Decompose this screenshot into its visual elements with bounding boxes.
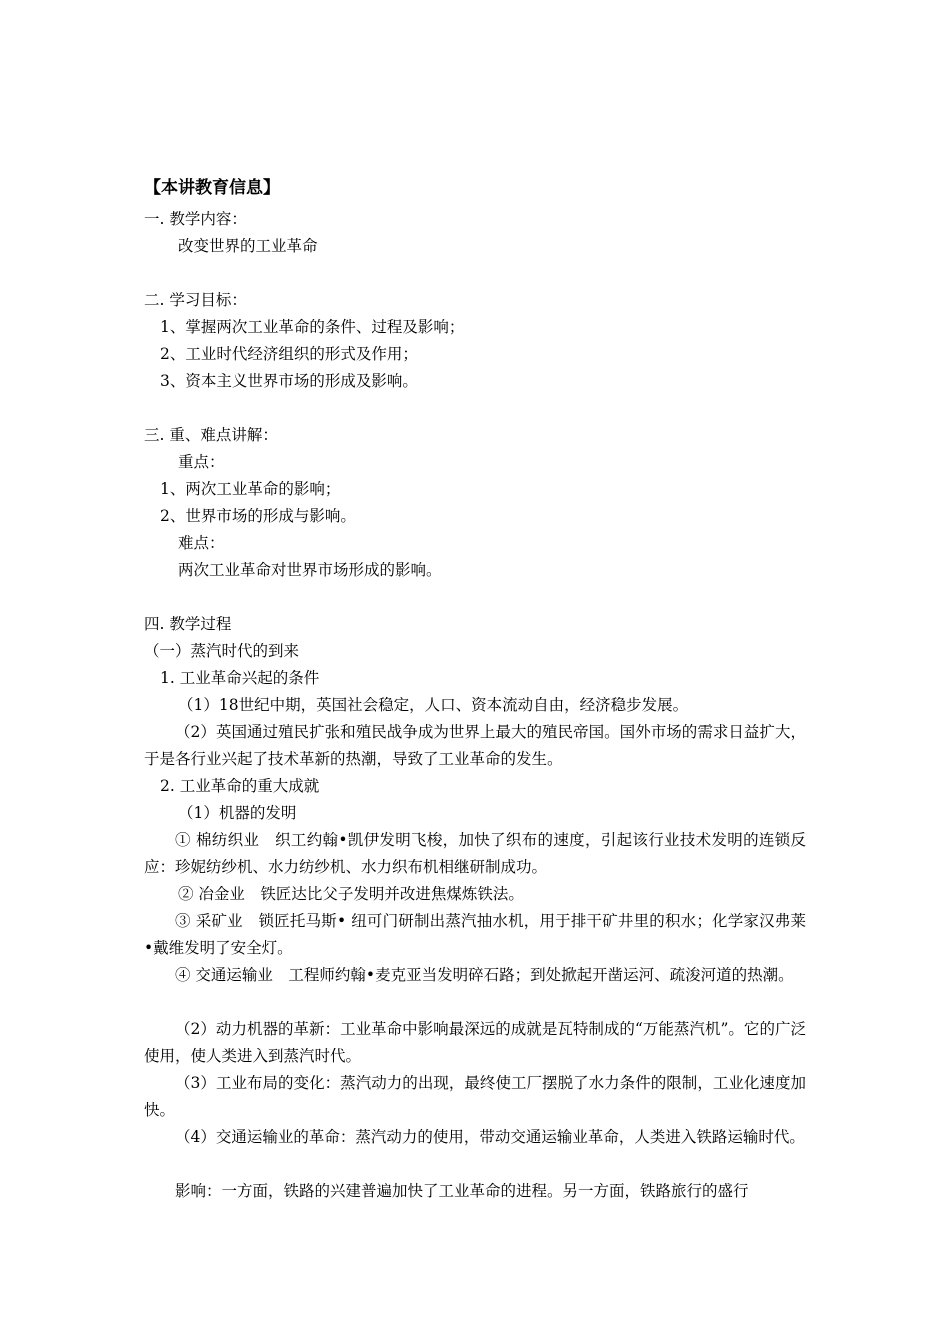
transport-revolution-paragraph: （4）交通运输业的革命：蒸汽动力的使用，带动交通运输业革命，人类进入铁路运输时代。 xyxy=(175,1128,805,1146)
key-point-item: 2、世界市场的形成与影响。 xyxy=(160,507,356,525)
difficulty-text: 两次工业革命对世界市场形成的影响。 xyxy=(178,561,442,579)
difficulty-label: 难点： xyxy=(178,534,225,552)
invention-paragraph: ③ 采矿业 锁匠托马斯• 纽可门研制出蒸汽抽水机，用于排干矿井里的积水；化学家汉弗莱•戴维发明了安全灯。 xyxy=(144,912,806,957)
industrial-layout-paragraph: （3）工业布局的变化：蒸汽动力的出现，最终使工厂摆脱了水力条件的限制，工业化速度加快。 xyxy=(144,1074,806,1119)
section-1-heading: 一. 教学内容： xyxy=(144,210,247,228)
section-1-content: 改变世界的工业革命 xyxy=(178,237,318,255)
point-1-title: 1. 工业革命兴起的条件 xyxy=(160,669,320,687)
document-title: 【本讲教育信息】 xyxy=(144,178,280,198)
objective-item: 3、资本主义世界市场的形成及影响。 xyxy=(160,372,418,390)
key-point-item: 1、两次工业革命的影响； xyxy=(160,480,341,498)
section-3-heading: 三. 重、难点讲解： xyxy=(144,426,278,444)
subsection-heading: （一）蒸汽时代的到来 xyxy=(144,642,300,660)
section-4-heading: 四. 教学过程 xyxy=(144,615,232,633)
point-1-paragraph: （2）英国通过殖民扩张和殖民战争成为世界上最大的殖民帝国。国外市场的需求日益扩大，于是各行业兴起了技术革新的热潮，导致了工业革命的发生。 xyxy=(144,723,806,768)
objective-item: 1、掌握两次工业革命的条件、过程及影响； xyxy=(160,318,465,336)
point-2-subheading: （1）机器的发明 xyxy=(178,804,297,822)
section-2-heading: 二. 学习目标： xyxy=(144,291,247,309)
objective-item: 2、工业时代经济组织的形式及作用； xyxy=(160,345,418,363)
invention-paragraph: ④ 交通运输业 工程师约翰•麦克亚当发明碎石路；到处掀起开凿运河、疏浚河道的热潮。 xyxy=(175,966,794,984)
impact-paragraph: 影响：一方面，铁路的兴建普遍加快了工业革命的进程。另一方面，铁路旅行的盛行 xyxy=(175,1182,749,1200)
invention-paragraph: ① 棉纺织业 织工约翰•凯伊发明飞梭，加快了织布的速度，引起该行业技术发明的连锁反应：珍妮纺纱机、水力纺纱机、水力织布机相继研制成功。 xyxy=(144,831,806,876)
key-points-label: 重点： xyxy=(178,453,225,471)
invention-paragraph: ② 冶金业 铁匠达比父子发明并改进焦煤炼铁法。 xyxy=(178,885,524,903)
point-2-title: 2. 工业革命的重大成就 xyxy=(160,777,320,795)
power-machine-paragraph: （2）动力机器的革新：工业革命中影响最深远的成就是瓦特制成的“万能蒸汽机”。它的广泛使用，使人类进入到蒸汽时代。 xyxy=(144,1020,806,1065)
point-1-paragraph: （1）18世纪中期，英国社会稳定，人口、资本流动自由，经济稳步发展。 xyxy=(178,696,689,714)
